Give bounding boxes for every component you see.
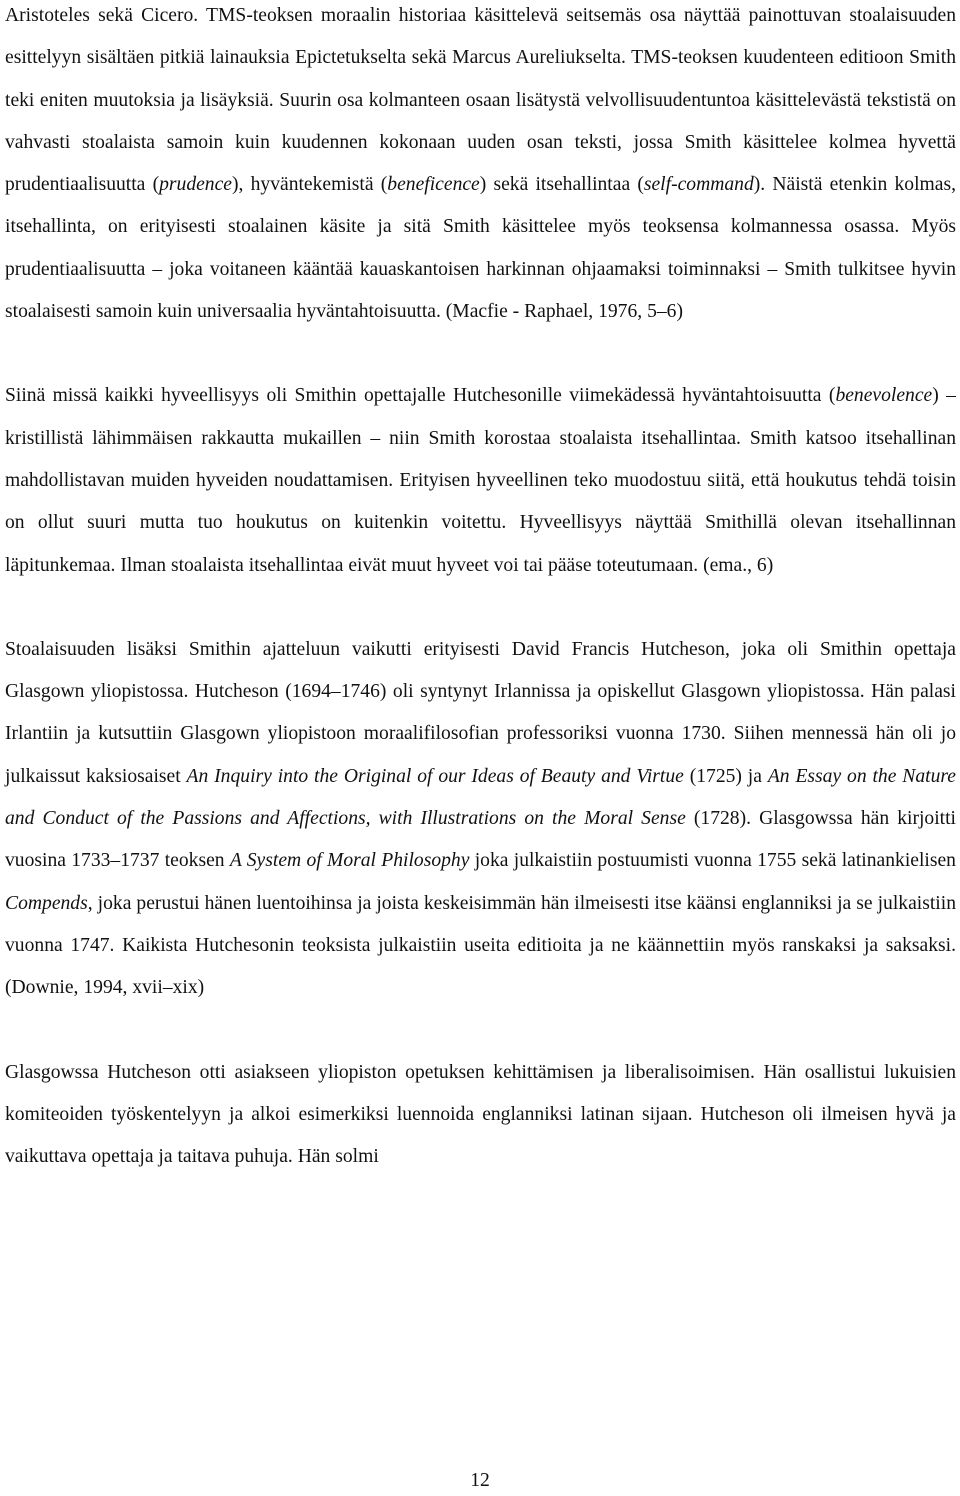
italic-title: An Inquiry into the Original of our Ideas of Beauty and Virtue (186, 765, 684, 787)
italic-title: A System of Moral Philosophy (229, 850, 470, 872)
italic-title: Compends (5, 892, 88, 914)
text-run: (1725) ja (683, 765, 768, 787)
text-run: ) sekä itsehallintaa ( (479, 174, 644, 196)
italic-term: prudence (159, 174, 232, 196)
paragraph-hutcheson-glasgow (5, 1052, 956, 1179)
text-run: , joka perustui hänen luentoihinsa ja joista keskeisimmän hän ilmeisesti itse käänsi englanniksi ja se julkaistiin vuonna 1747. Kaikista Hutchesonin teoksista julkaistiin useita editioita ja ne käännettiin myös ranskaksi ja saksaksi. (Downie, 1994, xvii–xix) (5, 892, 956, 999)
italic-term: benevolence (835, 385, 933, 407)
document-page (5, 0, 956, 1178)
italic-term: beneficence (387, 174, 480, 196)
paragraph-stoicism-tms (5, 0, 956, 333)
page-number: 12 (470, 1470, 490, 1491)
text-run: joka julkaistiin postuumisti vuonna 1755 sekä latinankielisen (469, 850, 956, 872)
text-run: ), hyväntekemistä ( (232, 174, 388, 196)
text-run: ) – kristillistä lähimmäisen rakkautta mukaillen – niin Smith korostaa stoalaista itsehallintaa. Smith katsoo itsehallinan mahdollistavan muiden hyveiden noudattamisen. Erityisen hyveellinen teko muodostuu siitä, että houkutus tehdä toisin on ollut suuri mutta tuo houkutus on kuitenkin voitettu. Hyveellisyys näyttää Smithillä olevan itsehallinnan läpitunkemaa. Ilman stoalaista itsehallintaa eivät muut hyveet voi tai pääse toteutumaan. (ema., 6) (5, 385, 956, 576)
paragraph-self-command (5, 375, 956, 586)
text-run: Aristoteles sekä Cicero. TMS-teoksen moraalin historiaa käsittelevä seitsemäs osa näyttää painottuvan stoalaisuuden esittelyyn sisältäen pitkiä lainauksia Epictetukselta sekä Marcus Aureliukselta. TMS-teoksen kuudenteen editioon Smith teki eniten muutoksia ja lisäyksiä. Suurin osa kolmanteen osaan lisätystä velvollisuudentuntoa käsittelevästä tekstistä on vahvasti stoalaista samoin kuin kuudennen kokonaan uuden osan teksti, jossa Smith käsittelee kolmea hyvettä prudentiaalisuutta ( (5, 5, 956, 196)
paragraph-hutcheson-works (5, 629, 956, 1010)
paragraph-spacer (5, 333, 956, 375)
text-run: ). Näistä etenkin kolmas, itsehallinta, on erityisesti stoalainen käsite ja sitä Smith käsittelee myös teoksensa kolmannessa osassa. Myös prudentiaalisuutta – joka voitaneen kääntää kauaskantoisen harkinnan ohjaamaksi toiminnaksi – Smith tulkitsee hyvin stoalaisesti samoin kuin universaalia hyväntahtoisuutta. (Macfie - Raphael, 1976, 5–6) (5, 174, 956, 323)
italic-title: An Essay on the Nature and Conduct of the Passions and Affections, with Illustrations on the Moral Sense (5, 765, 956, 830)
paragraph-spacer (5, 587, 956, 629)
text-run: Siinä missä kaikki hyveellisyys oli Smithin opettajalle Hutchesonille viimekädessä hyväntahtoisuutta ( (5, 385, 836, 407)
text-run: Stoalaisuuden lisäksi Smithin ajatteluun vaikutti erityisesti David Francis Hutcheson, joka oli Smithin opettaja Glasgown yliopistossa. Hutcheson (1694–1746) oli syntynyt Irlannissa ja opiskellut Glasgown yliopistossa. Hän palasi Irlantiin ja kutsuttiin Glasgown yliopistoon moraalifilosofian professoriksi vuonna 1730. Siihen mennessä hän oli jo julkaissut kaksiosaiset (5, 638, 956, 787)
text-run: Glasgowssa Hutcheson otti asiakseen yliopiston opetuksen kehittämisen ja liberalisoimisen. Hän osallistui lukuisien komiteoiden työskentelyyn ja alkoi esimerkiksi luennoida englanniksi latinan sijaan. Hutcheson oli ilmeisen hyvä ja vaikuttava opettaja ja taitava puhuja. Hän solmi (5, 1061, 956, 1168)
italic-term: self-command (643, 174, 754, 196)
text-run: (1728). Glasgowssa hän kirjoitti vuosina 1733–1737 teoksen (5, 808, 956, 872)
paragraph-spacer (5, 1010, 956, 1052)
